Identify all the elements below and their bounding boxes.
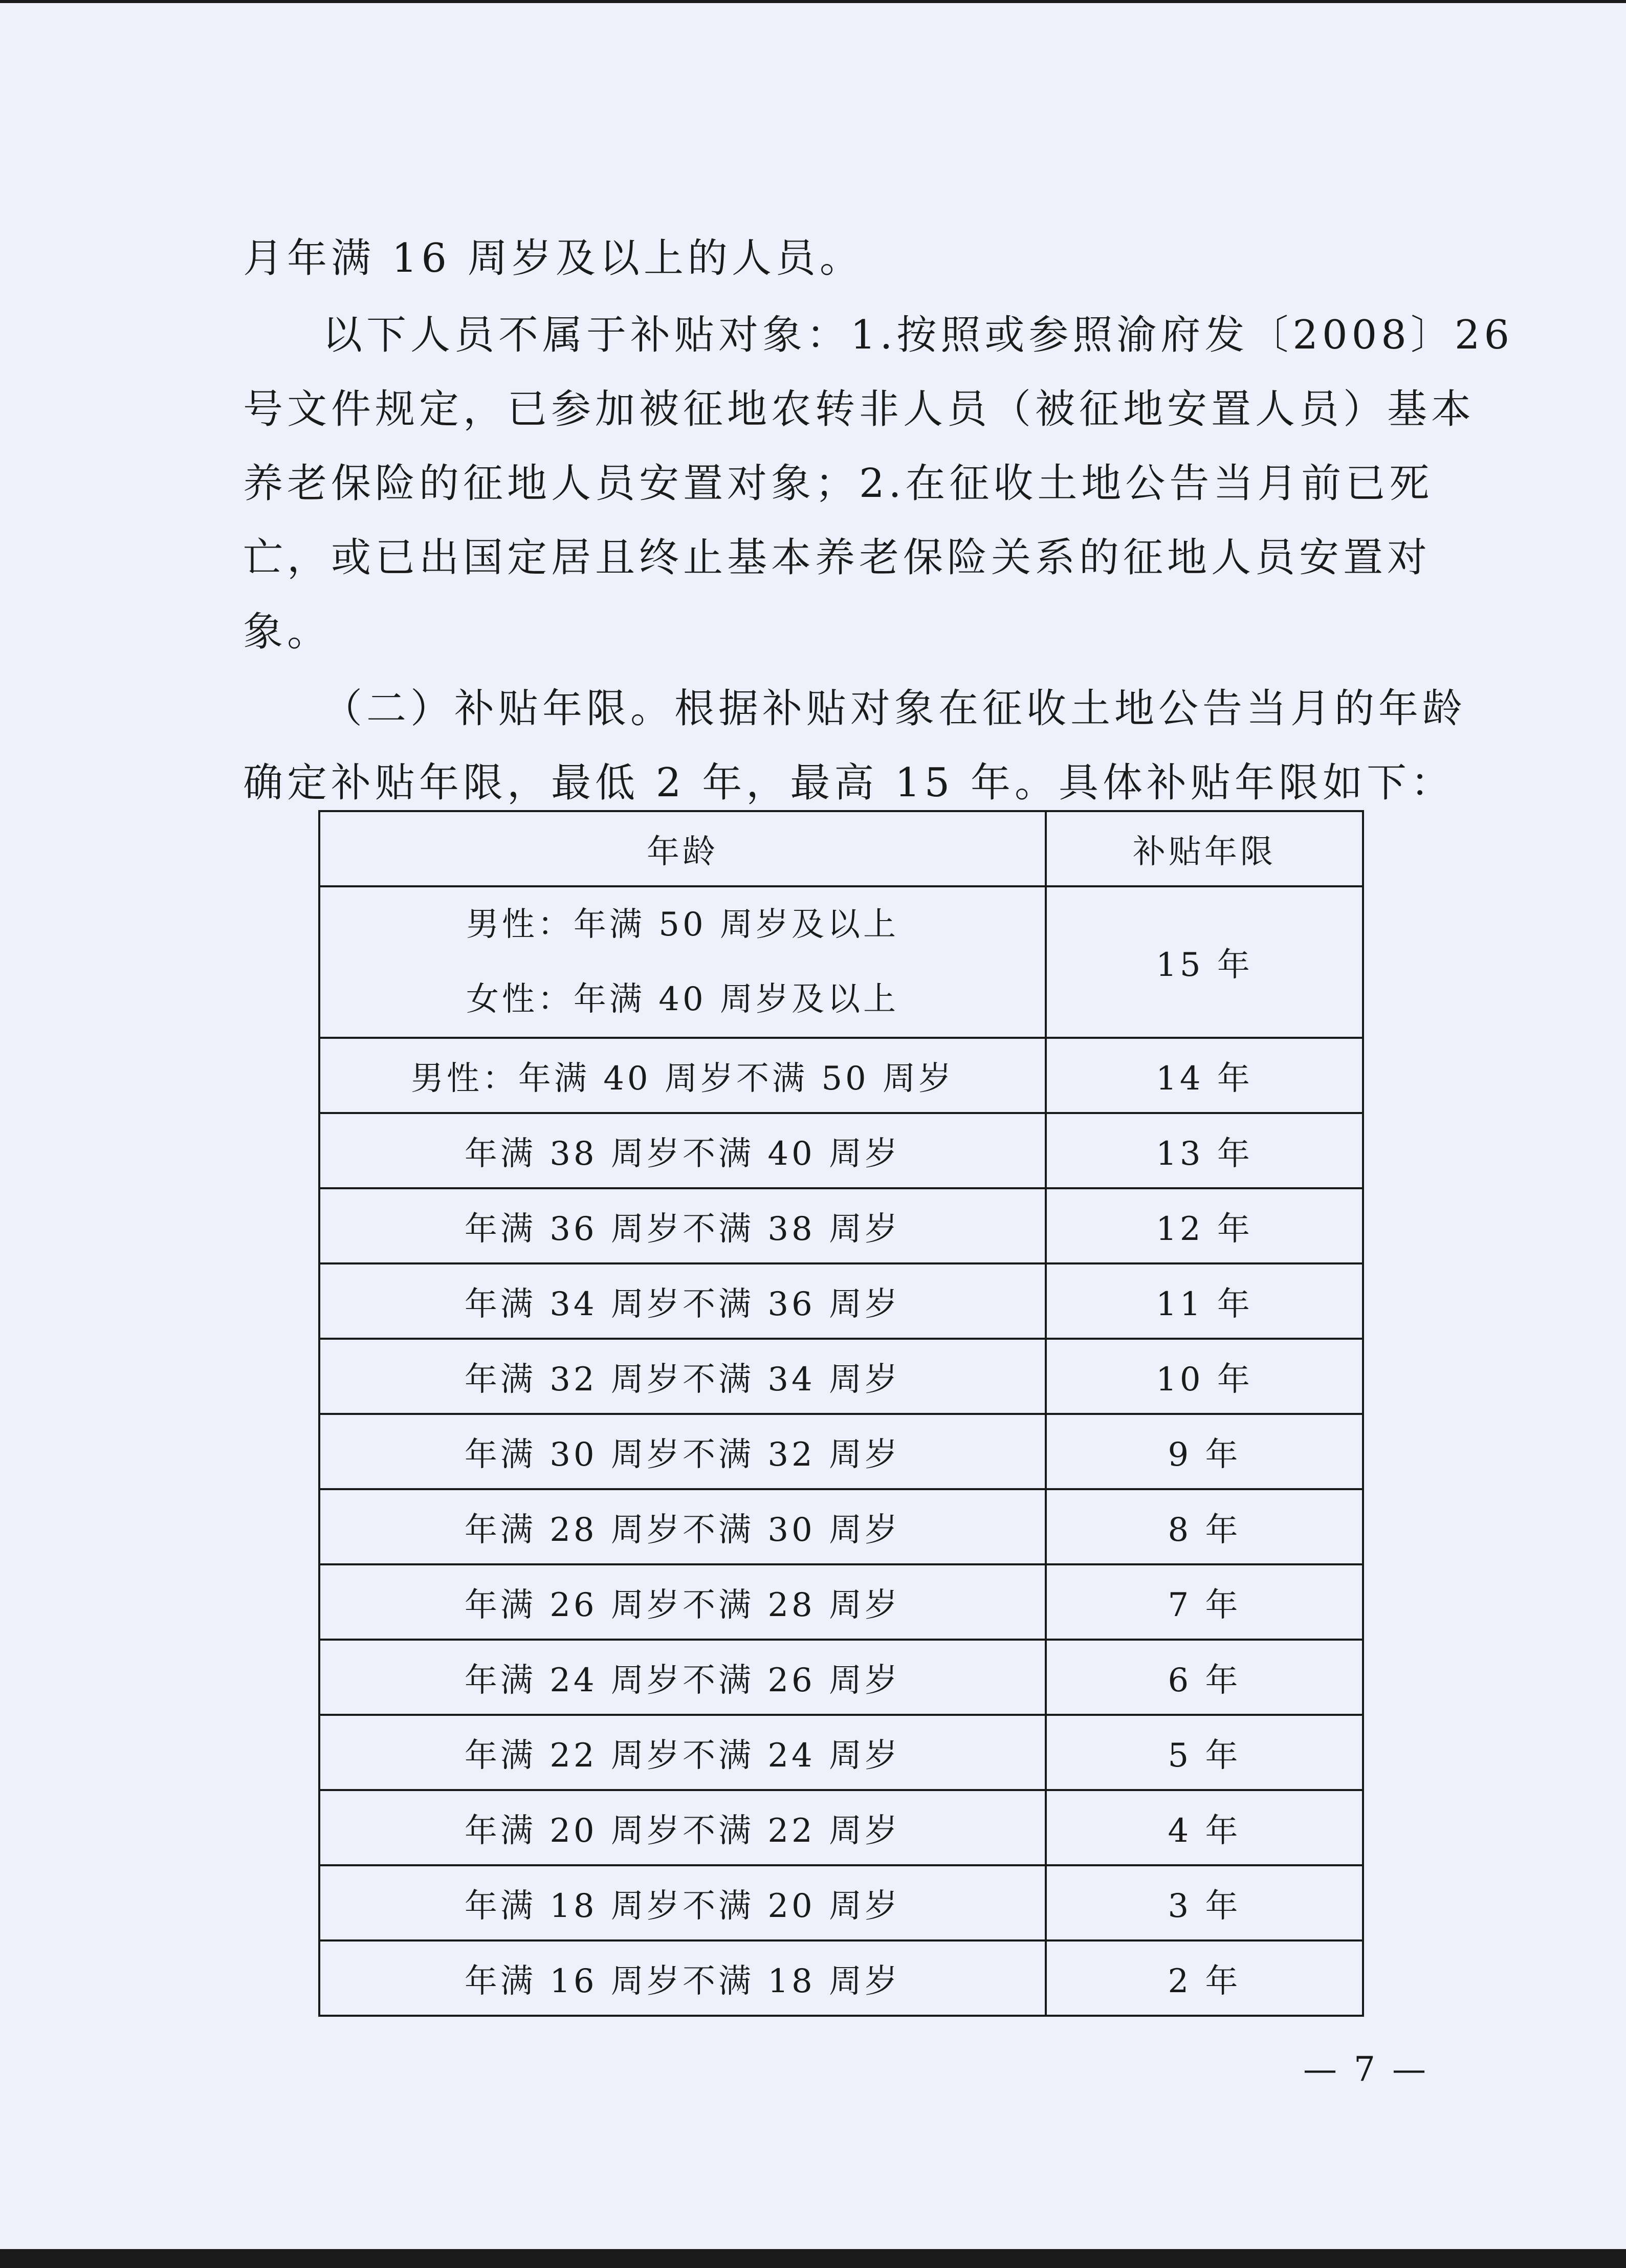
age-cell: 年满 24 周岁不满 26 周岁 xyxy=(319,1640,1046,1715)
paragraph-line-8: 确定补贴年限，最低 2 年，最高 15 年。具体补贴年限如下： xyxy=(243,760,1455,806)
table-row xyxy=(319,1263,1363,1339)
table-row xyxy=(319,1339,1363,1414)
years-cell: 6 年 xyxy=(1046,1640,1363,1715)
table-row xyxy=(319,1038,1363,1113)
header-age: 年龄 xyxy=(319,811,1046,886)
paragraph-line-4: 养老保险的征地人员安置对象；2.在征收土地公告当月前已死 xyxy=(243,461,1434,507)
subsidy-years-table xyxy=(318,810,1364,2017)
years-cell: 11 年 xyxy=(1046,1263,1363,1339)
scan-border-top xyxy=(0,0,1626,3)
table-row xyxy=(319,1564,1363,1640)
paragraph-line-1: 月年满 16 周岁及以上的人员。 xyxy=(243,235,864,281)
table-row xyxy=(319,1414,1363,1489)
age-cell: 年满 34 周岁不满 36 周岁 xyxy=(319,1263,1046,1339)
age-cell: 年满 28 周岁不满 30 周岁 xyxy=(319,1489,1046,1564)
table-row xyxy=(319,1489,1363,1564)
age-cell xyxy=(319,886,1046,1038)
table-row xyxy=(319,1940,1363,2016)
table-row xyxy=(319,1790,1363,1865)
years-cell: 2 年 xyxy=(1046,1940,1363,2016)
years-cell: 4 年 xyxy=(1046,1790,1363,1865)
table-row xyxy=(319,1640,1363,1715)
table-row xyxy=(319,1715,1363,1790)
paragraph-line-3: 号文件规定，已参加被征地农转非人员（被征地安置人员）基本 xyxy=(243,386,1476,432)
paragraph-line-2: 以下人员不属于补贴对象：1.按照或参照渝府发〔2008〕26 xyxy=(322,312,1514,358)
paragraph-line-5: 亡，或已出国定居且终止基本养老保险关系的征地人员安置对 xyxy=(243,535,1432,581)
scan-border-bottom xyxy=(0,2249,1626,2268)
years-cell: 14 年 xyxy=(1046,1038,1363,1113)
years-cell: 8 年 xyxy=(1046,1489,1363,1564)
age-female-text: 女性：年满 40 周岁及以上 xyxy=(466,980,899,1018)
section-heading-line: （二）补贴年限。根据补贴对象在征收土地公告当月的年龄 xyxy=(322,686,1467,732)
age-cell: 年满 16 周岁不满 18 周岁 xyxy=(319,1940,1046,2016)
age-cell: 年满 18 周岁不满 20 周岁 xyxy=(319,1865,1046,1940)
years-cell: 9 年 xyxy=(1046,1414,1363,1489)
years-cell: 13 年 xyxy=(1046,1113,1363,1188)
years-cell: 15 年 xyxy=(1046,886,1363,1038)
age-cell: 男性：年满 40 周岁不满 50 周岁 xyxy=(319,1038,1046,1113)
table-row xyxy=(319,1865,1363,1940)
age-cell: 年满 36 周岁不满 38 周岁 xyxy=(319,1188,1046,1263)
years-cell: 7 年 xyxy=(1046,1564,1363,1640)
table-row xyxy=(319,1188,1363,1263)
table-row xyxy=(319,886,1363,1038)
table-header-row xyxy=(319,811,1363,886)
table-row xyxy=(319,1113,1363,1188)
header-years: 补贴年限 xyxy=(1046,811,1363,886)
age-cell: 年满 22 周岁不满 24 周岁 xyxy=(319,1715,1046,1790)
age-male-text: 男性：年满 50 周岁及以上 xyxy=(466,906,899,944)
years-cell: 12 年 xyxy=(1046,1188,1363,1263)
years-cell: 3 年 xyxy=(1046,1865,1363,1940)
page-number: — 7 — xyxy=(1303,2049,1429,2089)
paragraph-line-6: 象。 xyxy=(243,609,332,655)
age-cell: 年满 38 周岁不满 40 周岁 xyxy=(319,1113,1046,1188)
age-cell: 年满 20 周岁不满 22 周岁 xyxy=(319,1790,1046,1865)
age-cell: 年满 30 周岁不满 32 周岁 xyxy=(319,1414,1046,1489)
age-cell: 年满 32 周岁不满 34 周岁 xyxy=(319,1339,1046,1414)
years-cell: 10 年 xyxy=(1046,1339,1363,1414)
age-cell: 年满 26 周岁不满 28 周岁 xyxy=(319,1564,1046,1640)
years-cell: 5 年 xyxy=(1046,1715,1363,1790)
